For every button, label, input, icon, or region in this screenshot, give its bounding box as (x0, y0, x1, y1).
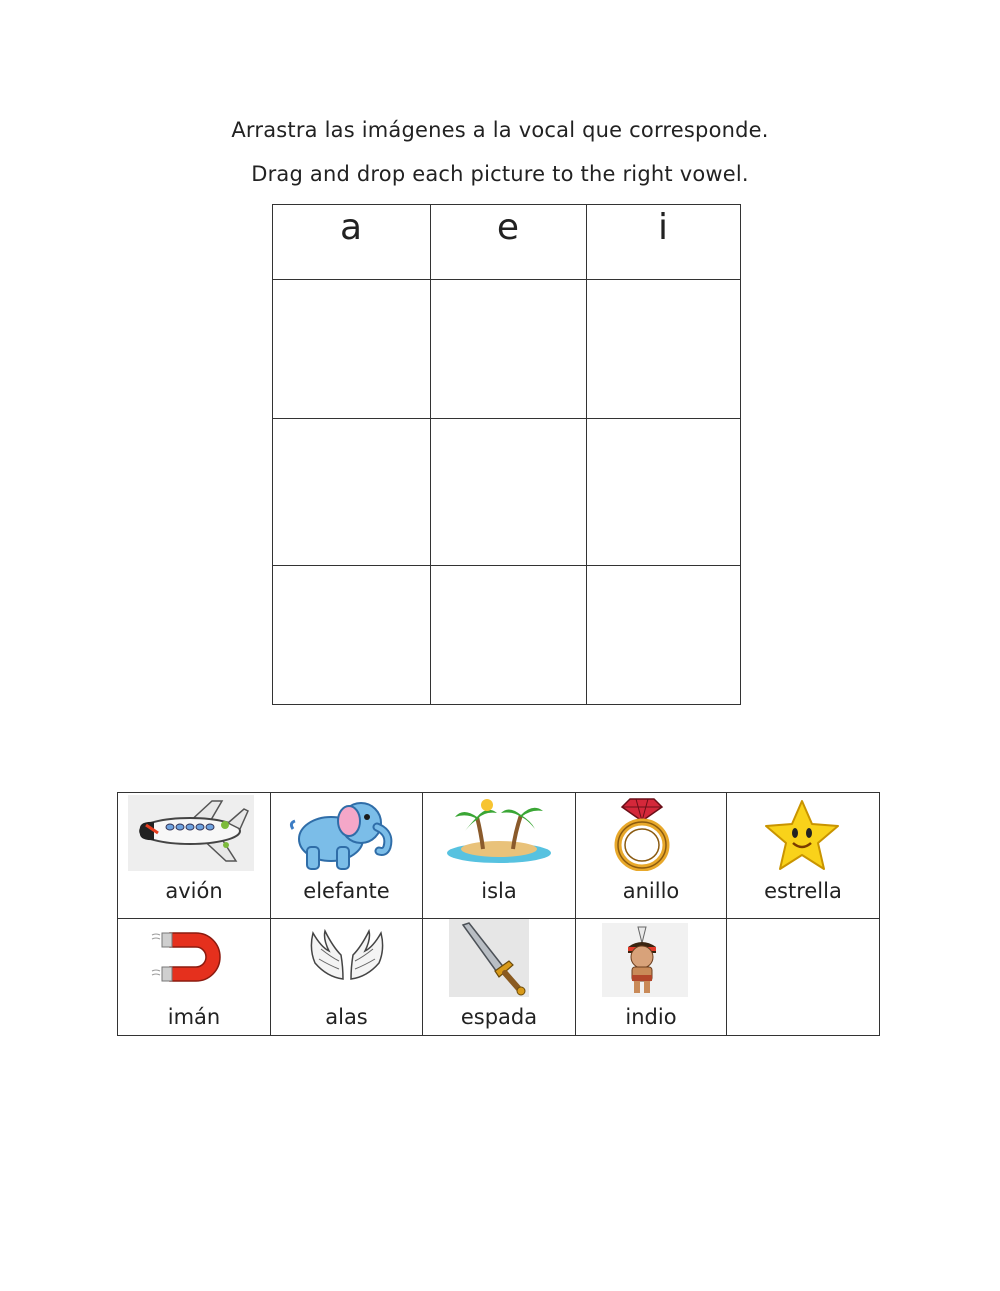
card-alas[interactable] (271, 919, 422, 1035)
card-empty-slot (727, 919, 879, 1035)
instruction-english: Drag and drop each picture to the right vowel. (251, 162, 749, 186)
vowel-sort-table (272, 204, 741, 705)
drop-zone-e-1[interactable] (431, 280, 586, 418)
airplane-icon (128, 795, 254, 871)
drop-zone-a-2[interactable] (273, 419, 430, 565)
card-word: espada (460, 1005, 538, 1029)
drop-zone-e-2[interactable] (431, 419, 586, 565)
vowel-header-a: a (339, 207, 363, 248)
ring-icon (612, 795, 672, 871)
elephant-icon (287, 795, 397, 871)
card-word: elefante (303, 879, 390, 903)
card-espada[interactable] (423, 919, 575, 1035)
card-word: avión (165, 879, 223, 903)
card-word: isla (481, 879, 517, 903)
drop-zone-e-3[interactable] (431, 566, 586, 704)
wings-icon (307, 929, 387, 985)
instruction-spanish: Arrastra las imágenes a la vocal que corresponde. (231, 118, 769, 142)
card-word: estrella (764, 879, 842, 903)
magnet-icon (148, 927, 226, 987)
vowel-header-i: i (657, 207, 668, 248)
sword-icon (449, 919, 529, 997)
card-elefante[interactable] (271, 793, 422, 918)
vowel-header-e: e (496, 207, 520, 248)
card-estrella[interactable] (727, 793, 879, 918)
drop-zone-a-1[interactable] (273, 280, 430, 418)
card-word: indio (625, 1005, 677, 1029)
drop-zone-i-2[interactable] (587, 419, 740, 565)
drop-zone-i-1[interactable] (587, 280, 740, 418)
native-boy-icon (602, 923, 688, 997)
island-icon (443, 797, 555, 867)
card-word: imán (167, 1005, 221, 1029)
star-icon (763, 799, 841, 871)
card-iman[interactable] (118, 919, 270, 1035)
card-word: anillo (622, 879, 680, 903)
card-word: alas (325, 1005, 368, 1029)
card-avion[interactable] (118, 793, 270, 918)
drop-zone-i-3[interactable] (587, 566, 740, 704)
card-anillo[interactable] (576, 793, 726, 918)
picture-cards-table (117, 792, 880, 1036)
card-indio[interactable] (576, 919, 726, 1035)
card-isla[interactable] (423, 793, 575, 918)
drop-zone-a-3[interactable] (273, 566, 430, 704)
